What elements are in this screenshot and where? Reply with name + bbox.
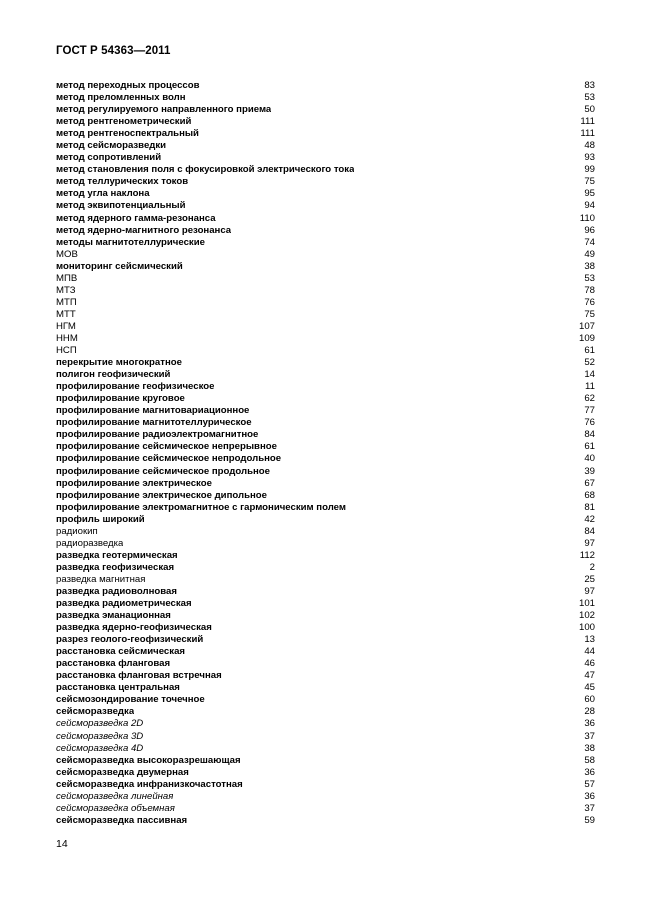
index-page-ref: 67 <box>584 477 595 489</box>
index-page-ref: 93 <box>584 152 595 164</box>
index-term: расстановка центральная <box>56 682 180 694</box>
index-page-ref: 49 <box>584 248 595 260</box>
index-entry <box>56 164 595 176</box>
index-entry <box>56 152 595 164</box>
index-page-ref: 50 <box>584 104 595 116</box>
index-term: МТЗ <box>56 284 76 296</box>
index-page-ref: 11 <box>585 381 595 393</box>
index-page-ref: 60 <box>584 694 595 706</box>
index-page-ref: 28 <box>584 706 595 718</box>
index-entry <box>56 285 595 297</box>
index-term: метод сейсморазведки <box>56 140 167 152</box>
index-term: радиокип <box>56 525 98 537</box>
index-page-ref: 57 <box>584 778 595 790</box>
index-page-ref: 96 <box>584 224 595 236</box>
index-term: расстановка фланговая <box>56 658 171 670</box>
index-page-ref: 102 <box>578 610 595 622</box>
index-page-ref: 84 <box>584 429 595 441</box>
index-term: метод сопротивлений <box>56 152 162 164</box>
index-entry <box>56 562 595 574</box>
index-entry <box>56 140 595 152</box>
index-page-ref: 36 <box>584 766 595 778</box>
index-entry <box>56 610 595 622</box>
page-number: 14 <box>56 838 68 850</box>
index-entry <box>56 779 595 791</box>
index-entry <box>56 743 595 755</box>
index-page-ref: 38 <box>584 260 595 272</box>
index-page-ref: 62 <box>584 393 595 405</box>
index-entry <box>56 718 595 730</box>
index-page-ref: 42 <box>584 513 595 525</box>
index-entry <box>56 237 595 249</box>
index-entry <box>56 502 595 514</box>
index-entry <box>56 550 595 562</box>
index-term: разведка геофизическая <box>56 561 175 573</box>
index-term: профилирование электрическое дипольное <box>56 489 267 501</box>
index-page-ref: 107 <box>578 320 595 332</box>
index-term: ННМ <box>56 332 78 344</box>
index-entry <box>56 490 595 502</box>
index-page-ref: 53 <box>584 272 595 284</box>
index-term: НГМ <box>56 320 76 332</box>
index-entry <box>56 646 595 658</box>
index-page-ref: 111 <box>580 128 595 140</box>
index-entry <box>56 586 595 598</box>
index-entry <box>56 634 595 646</box>
index-entry <box>56 622 595 634</box>
index-entry <box>56 658 595 670</box>
index-page-ref: 36 <box>584 790 595 802</box>
index-entry <box>56 213 595 225</box>
index-page-ref: 13 <box>584 634 595 646</box>
index-entry <box>56 815 595 827</box>
index-entry <box>56 176 595 188</box>
index-page-ref: 99 <box>584 164 595 176</box>
index-entry <box>56 357 595 369</box>
index-term: профилирование круговое <box>56 393 185 405</box>
index-page-ref: 40 <box>584 453 595 465</box>
index-page-ref: 2 <box>589 561 595 573</box>
index-term: профилирование сейсмическое непрерывное <box>56 441 277 453</box>
index-entry <box>56 393 595 405</box>
index-term: профиль широкий <box>56 513 145 525</box>
index-term: метод рентгенометрический <box>56 116 192 128</box>
index-entry <box>56 273 595 285</box>
index-term: МТТ <box>56 308 76 320</box>
index-entry <box>56 116 595 128</box>
index-entry <box>56 381 595 393</box>
index-page-ref: 37 <box>584 730 595 742</box>
index-term: сейсморазведка <box>56 706 135 718</box>
index-term: сейсморазведка линейная <box>56 790 174 802</box>
index-term: профилирование электрическое <box>56 477 212 489</box>
index-page-ref: 61 <box>584 345 595 357</box>
index-entry <box>56 261 595 273</box>
index-page-ref: 78 <box>584 284 595 296</box>
index-term: сейсморазведка пассивная <box>56 814 188 826</box>
index-entry <box>56 791 595 803</box>
index-page-ref: 58 <box>584 754 595 766</box>
index-term: профилирование сейсмическое продольное <box>56 465 270 477</box>
index-entry <box>56 526 595 538</box>
index-term: разведка радиометрическая <box>56 598 192 610</box>
index-term: метод теллурических токов <box>56 176 189 188</box>
index-entry <box>56 345 595 357</box>
index-term: сейсморазведка 2D <box>56 718 144 730</box>
index-page-ref: 68 <box>584 489 595 501</box>
index-term: метод ядерного гамма-резонанса <box>56 212 216 224</box>
index-term: расстановка фланговая встречная <box>56 670 222 682</box>
index-entry <box>56 706 595 718</box>
index-entry <box>56 694 595 706</box>
index-term: метод ядерно-магнитного резонанса <box>56 224 232 236</box>
index-page-ref: 47 <box>584 670 595 682</box>
index-term: профилирование магнитовариационное <box>56 405 250 417</box>
index-entry <box>56 478 595 490</box>
index-entry <box>56 767 595 779</box>
index-term: радиоразведка <box>56 537 124 549</box>
index-page-ref: 37 <box>584 802 595 814</box>
index-entry <box>56 574 595 586</box>
index-page-ref: 61 <box>584 441 595 453</box>
index-entry <box>56 249 595 261</box>
index-term: профилирование геофизическое <box>56 381 215 393</box>
index-term: разведка радиоволновая <box>56 585 177 597</box>
index-entry <box>56 514 595 526</box>
index-page-ref: 81 <box>584 501 595 513</box>
index-page-ref: 75 <box>584 176 595 188</box>
index-entry <box>56 92 595 104</box>
index-entry <box>56 755 595 767</box>
index-term: сейсморазведка высокоразрешающая <box>56 754 241 766</box>
index-page-ref: 45 <box>584 682 595 694</box>
index-page-ref: 100 <box>578 622 595 634</box>
index-term: сейсморазведка двумерная <box>56 766 189 778</box>
index-entry <box>56 803 595 815</box>
index-term: МПВ <box>56 272 78 284</box>
index-entry <box>56 682 595 694</box>
index-entry <box>56 104 595 116</box>
index-page-ref: 38 <box>584 742 595 754</box>
index-page-ref: 97 <box>584 537 595 549</box>
index-entry <box>56 297 595 309</box>
index-page-ref: 76 <box>584 296 595 308</box>
index-term: профилирование радиоэлектромагнитное <box>56 429 259 441</box>
index-term: сейсморазведка инфранизкочастотная <box>56 778 243 790</box>
index-page-ref: 112 <box>579 549 595 561</box>
index-entry <box>56 188 595 200</box>
index-entry <box>56 333 595 345</box>
index-term: сейсморазведка 4D <box>56 742 144 754</box>
index-term: МТП <box>56 296 77 308</box>
index-page-ref: 84 <box>584 525 595 537</box>
index-term: метод переходных процессов <box>56 80 200 91</box>
index-term: полигон геофизический <box>56 369 171 381</box>
index-term: мониторинг сейсмический <box>56 260 183 272</box>
index-term: профилирование электромагнитное с гармоническим полем <box>56 501 346 513</box>
index-term: разведка геотермическая <box>56 549 178 561</box>
index-entry <box>56 321 595 333</box>
index-term: метод регулируемого направленного приема <box>56 104 272 116</box>
index-page-ref: 97 <box>584 585 595 597</box>
index-page-ref: 109 <box>578 332 595 344</box>
index-page-ref: 39 <box>584 465 595 477</box>
index-page-ref: 36 <box>584 718 595 730</box>
index-entry <box>56 369 595 381</box>
index-entry <box>56 598 595 610</box>
page-header: ГОСТ Р 54363—2011 <box>56 45 171 57</box>
index-page-ref: 48 <box>584 140 595 152</box>
index-entry <box>56 225 595 237</box>
index-entry <box>56 538 595 550</box>
index-page-ref: 53 <box>584 92 595 104</box>
index-term: разведка ядерно-геофизическая <box>56 622 212 634</box>
index-term: НСП <box>56 345 77 357</box>
index-list <box>56 80 595 827</box>
index-page-ref: 101 <box>578 598 595 610</box>
index-page-ref: 76 <box>584 417 595 429</box>
index-term: сейсморазведка объемная <box>56 802 175 814</box>
index-page-ref: 83 <box>584 80 595 91</box>
index-page-ref: 52 <box>584 357 595 369</box>
index-term: МОВ <box>56 248 78 260</box>
index-term: метод рентгеноспектральный <box>56 128 199 140</box>
index-entry <box>56 405 595 417</box>
index-page-ref: 25 <box>584 573 595 585</box>
index-term: метод преломленных волн <box>56 92 186 104</box>
index-page-ref: 111 <box>580 116 595 128</box>
index-term: метод эквипотенциальный <box>56 200 186 212</box>
index-entry <box>56 429 595 441</box>
index-entry <box>56 731 595 743</box>
index-entry <box>56 670 595 682</box>
index-page-ref: 14 <box>584 369 595 381</box>
index-page-ref: 94 <box>584 200 595 212</box>
index-page-ref: 110 <box>579 212 595 224</box>
index-term: разведка эманационная <box>56 610 171 622</box>
index-term: расстановка сейсмическая <box>56 646 186 658</box>
index-page-ref: 59 <box>584 814 595 826</box>
index-page-ref: 95 <box>584 188 595 200</box>
index-entry <box>56 128 595 140</box>
index-page-ref: 44 <box>584 646 595 658</box>
index-term: разведка магнитная <box>56 573 146 585</box>
index-entry <box>56 453 595 465</box>
index-entry <box>56 200 595 212</box>
index-term: сейсморазведка 3D <box>56 730 144 742</box>
index-term: разрез геолого-геофизический <box>56 634 204 646</box>
index-term: сейсмозондирование точечное <box>56 694 205 706</box>
index-entry <box>56 417 595 429</box>
index-term: профилирование магнитотеллурическое <box>56 417 252 429</box>
index-entry <box>56 441 595 453</box>
index-term: методы магнитотеллурические <box>56 236 205 248</box>
index-page-ref: 46 <box>584 658 595 670</box>
index-page-ref: 77 <box>584 405 595 417</box>
index-term: метод становления поля с фокусировкой электрического тока <box>56 164 355 176</box>
index-page-ref: 75 <box>584 308 595 320</box>
index-entry <box>56 309 595 321</box>
index-term: профилирование сейсмическое непродольное <box>56 453 282 465</box>
index-page-ref: 74 <box>584 236 595 248</box>
index-term: метод угла наклона <box>56 188 150 200</box>
index-entry <box>56 80 595 92</box>
index-entry <box>56 466 595 478</box>
index-term: перекрытие многократное <box>56 357 182 369</box>
